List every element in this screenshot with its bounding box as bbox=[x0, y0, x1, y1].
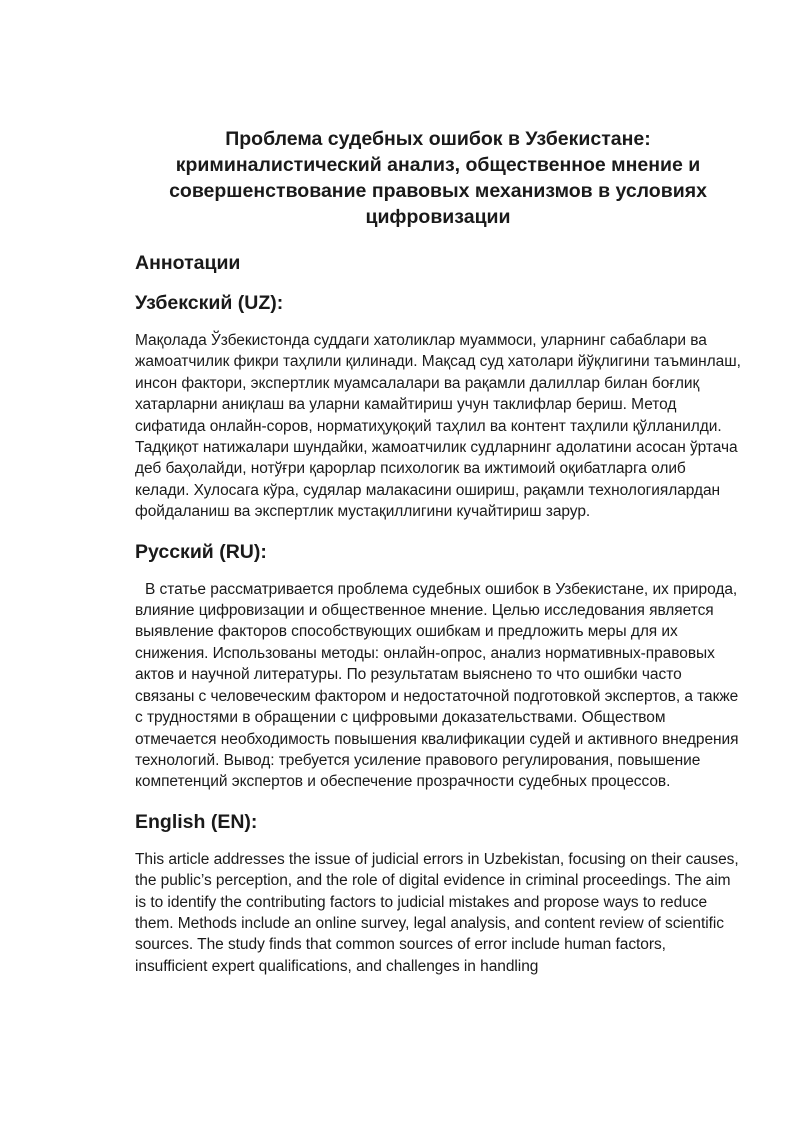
section-text-en: This article addresses the issue of judicial errors in Uzbekistan, focusing on their causes, the public’s perception, and the role of digital evidence in criminal proceedings. The aim is to identify the contributing factors to judicial mistakes and propose ways to reduce them. Methods include an online survey, legal analysis, and content review of scientific sources. The study finds that common sources of error include human factors, insufficient expert qualifications, and challenges in handling bbox=[135, 850, 739, 975]
annotations-heading: Аннотации bbox=[135, 252, 241, 274]
section-heading-uz: Узбекский (UZ): bbox=[135, 292, 284, 314]
document-title: Проблема судебных ошибок в Узбекистане: криминалистический анализ, общественное мнение и совершенствование правовых механизмов в условиях цифровизации bbox=[169, 128, 707, 228]
section-text-uz: Мақолада Ўзбекистонда суддаги хатоликлар муаммоси, уларнинг сабаблари ва жамоатчилик фикри таҳлили қилинади. Мақсад суд хатолари йўқлигини таъминлаш, инсон фактори, экспертлик муамсалалари ва рақамли далиллар билан боғлиқ хатарларни аниқлаш ва уларни камайтириш учун таклифлар бериш. Метод сифатида онлайн-сорoв, норматиҳуқоқий таҳлил ва контент таҳлили қўлланилди. Тадқиқот натижалари шундайки, жамоатчилик судларнинг адолатини асосан ўртача деб баҳолайди, нотўғри қарорлар психологик ва ижтимоий оқибатларга олиб келади. Хулосага кўра, судялар малакасини ошириш, рақамли технологиялардан фойдаланиш ва экспертлик мустақиллигини кучайтириш зарур. bbox=[135, 332, 741, 521]
section-heading-en: English (EN): bbox=[135, 810, 258, 833]
section-heading-ru: Русский (RU): bbox=[135, 540, 267, 563]
document-page bbox=[135, 126, 741, 977]
section-text-ru: В статье рассматривается проблема судебных ошибок в Узбекистане, их природа, влияние цифровизации и общественное мнение. Целью исследования является выявление факторов способствующих ошибкам и предложить меры для их снижения. Использованы методы: онлайн-опрос, анализ нормативных-правовых актов и научной литературы. По результатам выяснено то что ошибки часто связаны с человеческим фактором и недостаточной подготовкой экспертов, а также с трудностями в обращении с цифровыми доказательствами. Обществом отмечается необходимость повышения квалификации судей и активного внедрения технологий. Вывод: требуется усиление правового регулирования, повышение компетенций экспертов и обеспечение прозрачности судебных процессов. bbox=[135, 580, 739, 791]
